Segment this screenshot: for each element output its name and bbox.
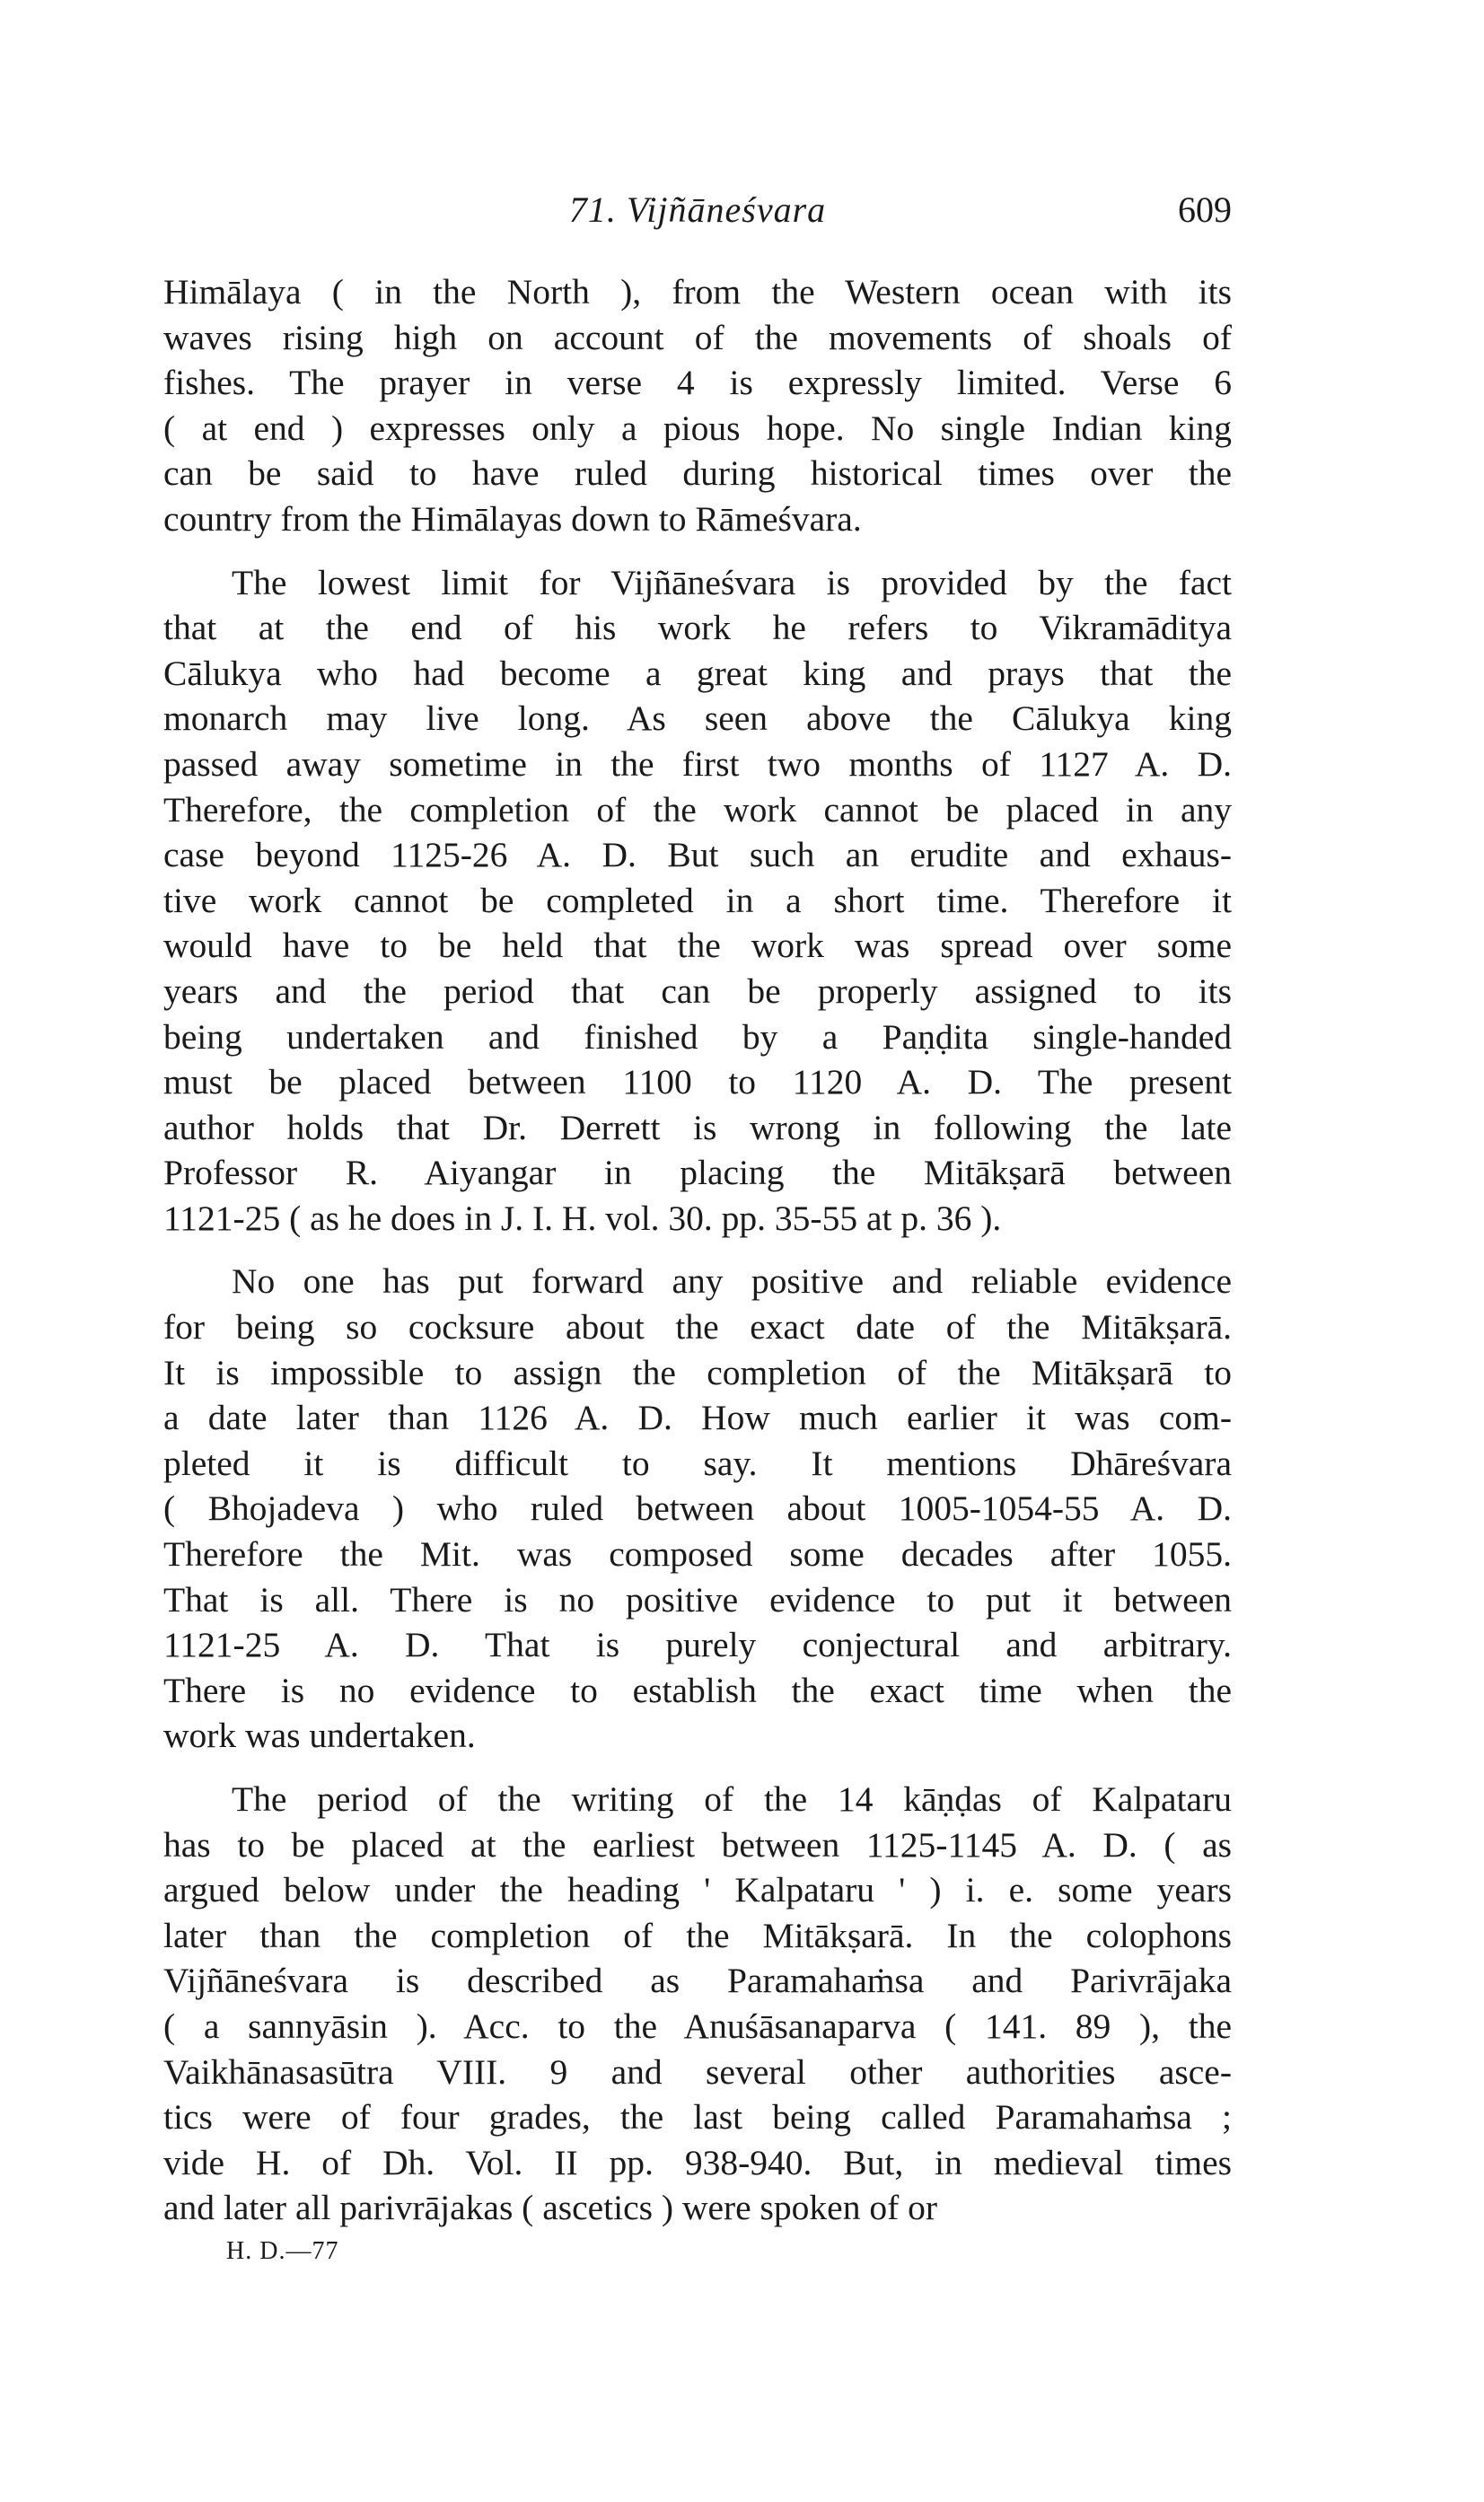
text-line: Professor R. Aiyangar in placing the Mitākṣarā between [163, 1153, 1232, 1193]
text-line: Vijñāneśvara is described as Paramahaṁsa and Parivrājaka [163, 1961, 1232, 2001]
text-line: ( a sannyāsin ). Acc. to the Anuśāsanaparva ( 141. 89 ), the [163, 2006, 1232, 2046]
text-line: case beyond 1125-26 A. D. But such an erudite and exhaus- [163, 835, 1232, 875]
text-line: 1121-25 ( as he does in J. I. H. vol. 30. pp. 35-55 at p. 36 ). [163, 1198, 1002, 1238]
text-line: That is all. There is no positive evidence to put it between [163, 1579, 1232, 1620]
text-line: The lowest limit for Vijñāneśvara is provided by the fact [232, 562, 1232, 602]
text-line: 1121-25 A. D. That is purely conjectural and arbitrary. [163, 1625, 1232, 1665]
text-line: would have to be held that the work was spread over some [163, 926, 1232, 966]
text-line: There is no evidence to establish the exact time when the [163, 1670, 1232, 1710]
text-line: Therefore the Mit. was composed some decades after 1055. [163, 1534, 1232, 1575]
text-line: author holds that Dr. Derrett is wrong in following the late [163, 1107, 1232, 1147]
text-line: years and the period that can be properly assigned to its [163, 970, 1232, 1011]
text-line: vide H. of Dh. Vol. II pp. 938-940. But, in medieval times [163, 2142, 1232, 2182]
body-text [163, 269, 1232, 2231]
text-line: country from the Himālayas down to Rāmeśvara. [163, 498, 862, 539]
text-line: later than the completion of the Mitākṣarā. In the colophons [163, 1915, 1232, 1955]
text-line: a date later than 1126 A. D. How much earlier it was com- [163, 1398, 1232, 1438]
text-line: Therefore, the completion of the work cannot be placed in any [163, 789, 1232, 830]
text-line: tive work cannot be completed in a short time. Therefore it [163, 880, 1232, 920]
paragraph [163, 1777, 1232, 2231]
page-header [163, 189, 1232, 242]
text-line: Vaikhānasasūtra VIII. 9 and several other authorities asce- [163, 2051, 1232, 2092]
signature-mark: H. D.—77 [226, 2237, 339, 2265]
paragraph [163, 1259, 1232, 1759]
text-line: that at the end of his work he refers to Vikramāditya [163, 608, 1232, 648]
text-line: fishes. The prayer in verse 4 is expressly limited. Verse 6 [163, 363, 1232, 403]
text-line: monarch may live long. As seen above the Cālukya king [163, 698, 1232, 739]
page-number: 609 [1178, 189, 1232, 230]
text-line: pleted it is difficult to say. It mentions Dhāreśvara [163, 1443, 1232, 1483]
text-line: The period of the writing of the 14 kāṇḍas of Kalpataru [232, 1779, 1232, 1819]
text-line: tics were of four grades, the last being called Paramahaṁsa ; [163, 2097, 1232, 2138]
text-line: argued below under the heading ' Kalpataru ' ) i. e. some years [163, 1870, 1232, 1910]
text-line: has to be placed at the earliest between 1125-1145 A. D. ( as [163, 1824, 1232, 1865]
text-line: for being so cocksure about the exact date of the Mitākṣarā. [163, 1307, 1232, 1348]
paragraph [163, 269, 1232, 542]
text-line: work was undertaken. [163, 1716, 476, 1756]
text-line: and later all parivrājakas ( ascetics ) were spoken of or [163, 2188, 938, 2228]
text-line: It is impossible to assign the completion of the Mitākṣarā to [163, 1352, 1232, 1392]
text-line: passed away sometime in the first two months of 1127 A. D. [163, 743, 1232, 784]
text-line: waves rising high on account of the movements of shoals of [163, 317, 1232, 357]
paragraph [163, 560, 1232, 1242]
text-line: ( at end ) expresses only a pious hope. No single Indian king [163, 408, 1232, 448]
text-line: No one has put forward any positive and reliable evidence [232, 1261, 1232, 1302]
running-title: 71. Vijñāneśvara [568, 189, 827, 230]
text-line: being undertaken and finished by a Paṇḍita single-handed [163, 1016, 1232, 1057]
text-line: must be placed between 1100 to 1120 A. D. The present [163, 1062, 1232, 1102]
text-line: can be said to have ruled during historical times over the [163, 453, 1232, 494]
text-line: Cālukya who had become a great king and prays that the [163, 653, 1232, 693]
text-line: ( Bhojadeva ) who ruled between about 1005-1054-55 A. D. [163, 1488, 1232, 1529]
text-line: Himālaya ( in the North ), from the Western ocean with its [163, 272, 1232, 312]
